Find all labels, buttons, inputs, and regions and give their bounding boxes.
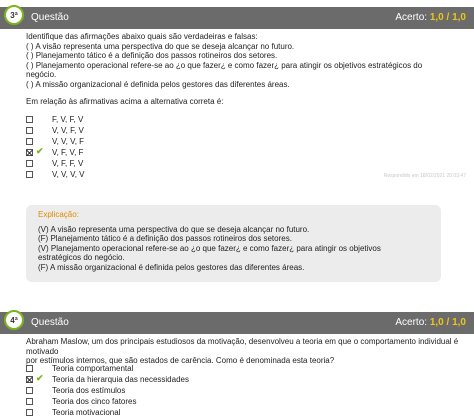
checkbox-icon[interactable] <box>26 127 33 134</box>
stem-line: ( ) Planejamento operacional refere-se ao ¿o que fazer¿ e como fazer¿ para atingir os objetivos estratégicos do <box>26 60 423 70</box>
answer-option[interactable] <box>26 363 246 374</box>
checkbox-icon[interactable] <box>26 365 33 372</box>
question-3-stem <box>26 32 466 89</box>
option-label: Teoria da hierarquia das necessidades <box>52 375 189 384</box>
option-label: V, F, F, V <box>52 159 84 168</box>
explanation-line: estratégicos do negócio. <box>38 253 125 262</box>
option-label: V, V, V, V <box>52 170 85 179</box>
question-3-header <box>0 7 474 29</box>
question-title: Questão <box>31 12 69 23</box>
option-label: F, V, F, V <box>52 115 84 124</box>
question-title: Questão <box>31 317 69 328</box>
stem-line: ( ) A missão organizacional é definida pelos gestores das diferentes áreas. <box>26 79 290 89</box>
answer-option[interactable] <box>26 374 246 385</box>
score-label: Acerto: <box>395 317 428 328</box>
option-label: V, F, V, F <box>52 148 84 157</box>
checkbox-icon[interactable] <box>26 376 33 383</box>
option-label: V, V, V, F <box>52 137 85 146</box>
answer-option[interactable] <box>26 169 246 180</box>
score-obtained: 1,0 <box>429 12 444 23</box>
score-separator: / <box>446 317 450 328</box>
checkbox-icon[interactable] <box>26 160 33 167</box>
question-3-options <box>26 114 246 180</box>
explanation-title: Explicação: <box>38 210 79 219</box>
answer-option[interactable] <box>26 158 246 169</box>
score-separator: / <box>446 12 450 23</box>
score <box>395 12 466 23</box>
answer-option[interactable] <box>26 125 246 136</box>
answer-option[interactable] <box>26 396 246 407</box>
score-obtained: 1,0 <box>429 317 444 328</box>
checkbox-icon[interactable] <box>26 409 33 416</box>
option-label: Teoria dos estímulos <box>52 386 126 395</box>
answer-option[interactable] <box>26 385 246 396</box>
checkbox-icon[interactable] <box>26 116 33 123</box>
stem-line: negócio. <box>26 70 57 79</box>
checkbox-icon[interactable] <box>26 138 33 145</box>
option-label: Teoria comportamental <box>52 364 134 373</box>
question-number-badge: 3ª <box>4 5 24 25</box>
stem-line: ( ) A visão representa uma perspectiva do que se deseja alcançar no futuro. <box>26 41 295 51</box>
stem-line: Abraham Maslow, um dos principais estudiosos da motivação, desenvolveu a teoria em que o comportamento individual é motivado <box>26 337 459 356</box>
score-total: 1,0 <box>452 12 466 23</box>
checkbox-icon[interactable] <box>26 171 33 178</box>
check-icon: ✔ <box>36 373 44 383</box>
checkbox-icon[interactable] <box>26 149 33 156</box>
option-label: Teoria dos cinco fatores <box>52 397 137 406</box>
question-4-header <box>0 312 474 334</box>
checkbox-icon[interactable] <box>26 387 33 394</box>
explanation-line: (V) A visão representa uma perspectiva do que se deseja alcançar no futuro. <box>38 224 310 234</box>
answered-timestamp: Respondido em 18/02/2021 20:03:47 <box>383 173 466 179</box>
stem-line: ( ) Planejamento tático é a definição dos passos rotineiros dos setores. <box>26 51 278 60</box>
explanation-box <box>26 205 441 282</box>
score-label: Acerto: <box>395 12 428 23</box>
option-label: Teoria motivacional <box>52 408 121 417</box>
score <box>395 317 466 328</box>
explanation-line: (V) Planejamento operacional refere-se ao ¿o que fazer¿ e como fazer¿ para atingir os objetivos <box>38 243 381 253</box>
question-3-prompt: Em relação às afirmativas acima a alternativa correta é: <box>26 97 224 106</box>
question-4-options <box>26 363 246 418</box>
explanation-line: (F) A missão organizacional é definida pelos gestores das diferentes áreas. <box>38 262 305 272</box>
score-total: 1,0 <box>452 317 466 328</box>
stem-line: Identifique das afirmações abaixo quais são verdadeiras e falsas: <box>26 32 258 41</box>
option-label: V, V, F, V <box>52 126 84 135</box>
question-number-badge: 4ª <box>4 310 24 330</box>
check-icon: ✔ <box>36 146 44 156</box>
stem-line: por estímulos internos, que são estados de carência. Como é denominada esta teoria? <box>26 356 335 365</box>
answer-option[interactable] <box>26 147 246 158</box>
answer-option[interactable] <box>26 114 246 125</box>
checkbox-icon[interactable] <box>26 398 33 405</box>
question-4-stem <box>26 337 471 366</box>
explanation-line: (F) Planejamento tático é a definição dos passos rotineiros dos setores. <box>38 234 292 243</box>
answer-option[interactable] <box>26 407 246 418</box>
answer-option[interactable] <box>26 136 246 147</box>
